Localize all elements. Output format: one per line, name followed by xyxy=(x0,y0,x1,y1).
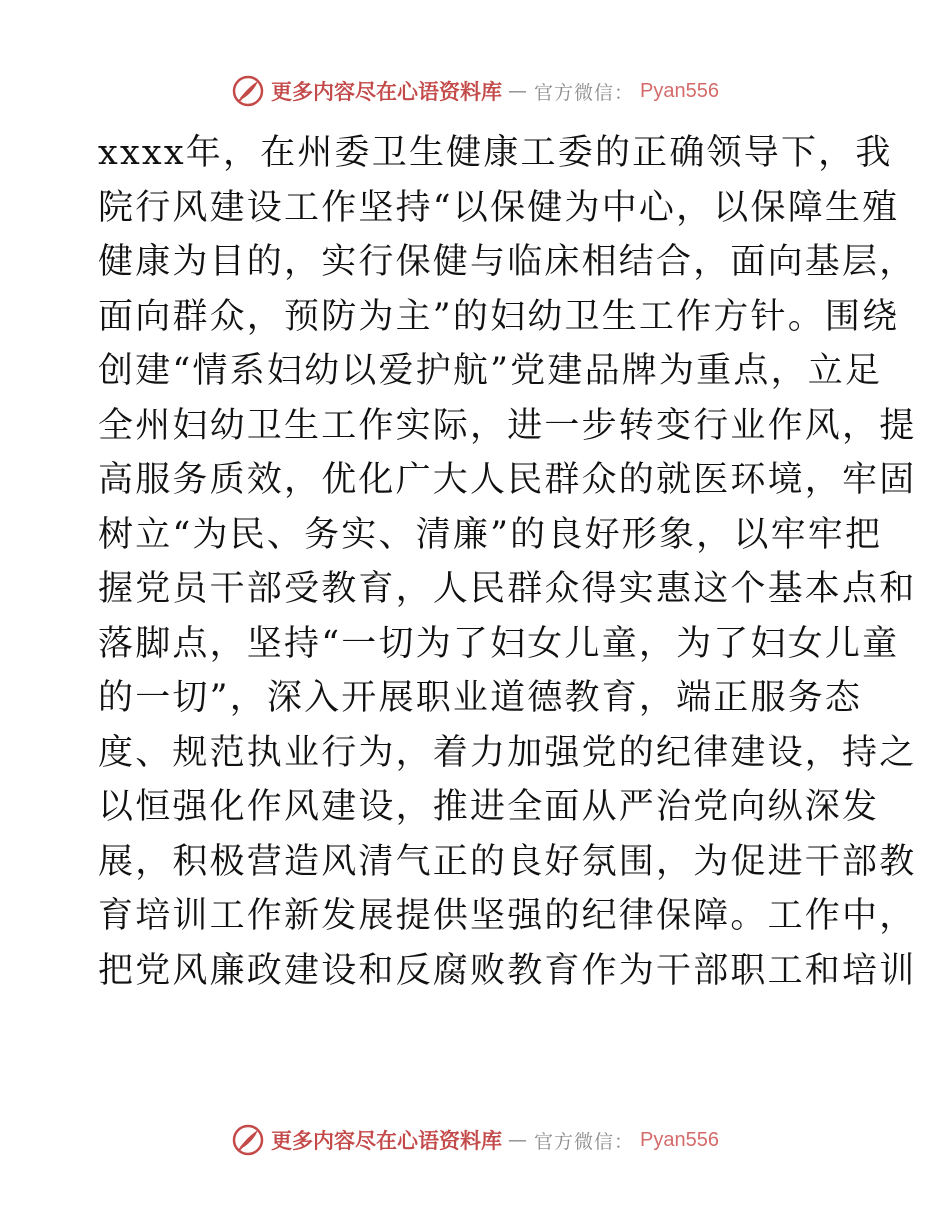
body-line: 以恒强化作风建设，推进全面从严治党向纵深发 xyxy=(98,787,880,827)
footer-separator: — xyxy=(508,1129,528,1151)
footer-official-label: 官方微信： xyxy=(534,1130,635,1153)
body-line: 把党风廉政建设和反腐败教育作为干部职工和培训 xyxy=(98,950,917,991)
body-line: 创建“情系妇幼以爱护航”党建品牌为重点，立足 xyxy=(98,351,883,391)
header-official-label: 官方微信： xyxy=(534,81,635,104)
body-line: 健康为目的，实行保健与临床相结合，面向基层， xyxy=(98,242,917,282)
footer-brand-text: 更多内容尽在心语资料库 xyxy=(271,1128,502,1153)
body-line: 度、规范执业行为，着力加强党的纪律建设，持之 xyxy=(98,732,917,773)
body-line: 握党员干部受教育，人民群众得实惠这个基本点和 xyxy=(98,569,917,609)
header-wechat-id: Pyan556 xyxy=(640,79,719,102)
body-line: 高服务质效，优化广大人民群众的就医环境，牢固 xyxy=(98,460,917,500)
body-line: 育培训工作新发展提供坚强的纪律保障。工作中， xyxy=(98,896,917,936)
footer-watermark xyxy=(0,1120,950,1160)
header-brand-text: 更多内容尽在心语资料库 xyxy=(271,79,502,104)
body-line: 院行风建设工作坚持“以保健为中心，以保障生殖 xyxy=(98,187,900,228)
header-separator: — xyxy=(508,80,528,102)
body-line: 展，积极营造风清气正的良好氛围，为促进干部教 xyxy=(98,841,917,882)
body-line: 的一切”，深入开展职业道德教育，端正服务态 xyxy=(98,678,863,718)
header-watermark xyxy=(0,71,950,111)
body-line: xxxx年，在州委卫生健康工委的正确领导下，我 xyxy=(98,133,893,173)
body-line: 全州妇幼卫生工作实际，进一步转变行业作风，提 xyxy=(98,405,917,446)
footer-wechat-id: Pyan556 xyxy=(640,1128,719,1151)
quill-logo-icon xyxy=(231,74,265,108)
body-line: 面向群众，预防为主”的妇幼卫生工作方针。围绕 xyxy=(98,296,900,337)
body-line: 落脚点，坚持“一切为了妇女儿童，为了妇女儿童 xyxy=(98,623,900,664)
body-line: 树立“为民、务实、清廉”的良好形象，以牢牢把 xyxy=(98,514,883,555)
quill-logo-icon xyxy=(231,1123,265,1157)
document-body xyxy=(98,126,917,998)
